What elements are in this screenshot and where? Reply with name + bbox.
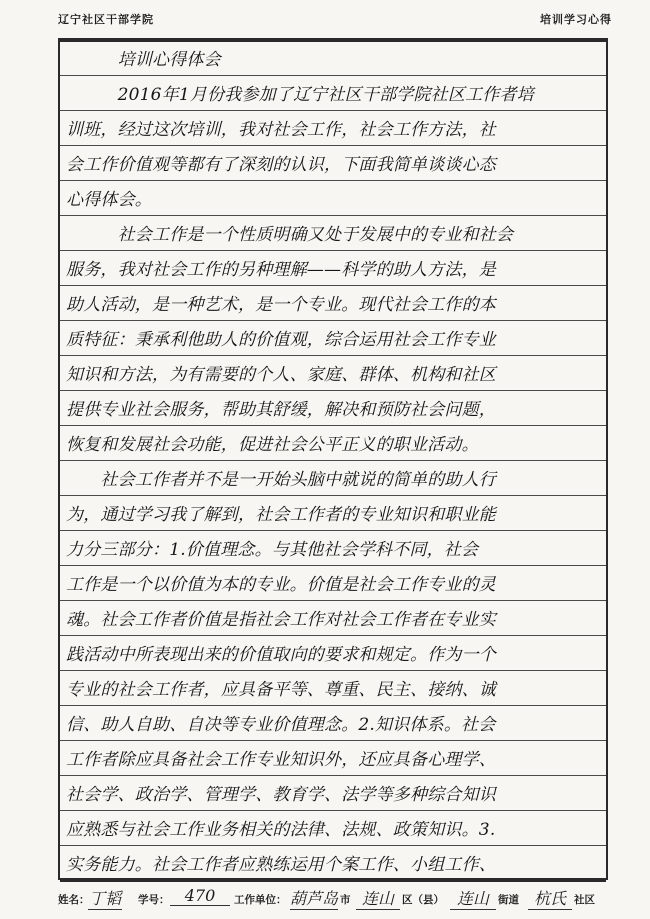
- text-line: 应熟悉与社会工作业务相关的法律、法规、政策知识。3.: [66, 820, 496, 840]
- text-line: 力分三部分：1.价值理念。与其他社会学科不同，社会: [66, 540, 479, 560]
- text-line: 工作者除应具备社会工作专业知识外，还应具备心理学、: [66, 750, 496, 770]
- essay-title: 培训心得体会: [66, 50, 221, 70]
- text-line: 社会工作是一个性质明确又处于发展中的专业和社会: [66, 225, 514, 245]
- ruled-line: [60, 215, 606, 216]
- district-suffix: 区（县）: [402, 894, 444, 906]
- city-suffix: 市: [340, 894, 351, 906]
- ruled-line: [60, 355, 606, 356]
- text-line: 会工作价值观等都有了深刻的认识，下面我简单谈谈心态: [66, 155, 496, 175]
- community-suffix: 社区: [574, 894, 595, 906]
- header-doc-type: 培训学习心得: [540, 13, 612, 26]
- text-line: 实务能力。社会工作者应熟练运用个案工作、小组工作、: [66, 855, 496, 875]
- ruled-line: [60, 390, 606, 391]
- text-line: 服务，我对社会工作的另种理解——科学的助人方法，是: [66, 260, 496, 280]
- id-value: 470: [170, 886, 230, 906]
- street-value: 连山: [450, 886, 496, 910]
- ruled-line: [60, 775, 606, 776]
- ruled-line: [60, 425, 606, 426]
- city-value: 葫芦岛: [290, 886, 338, 910]
- community-value: 杭氏: [528, 886, 572, 910]
- ruled-line: [60, 460, 606, 461]
- ruled-line: [60, 635, 606, 636]
- text-line: 提供专业社会服务，帮助其舒缓，解决和预防社会问题，: [66, 400, 496, 420]
- ruled-line: [60, 75, 606, 76]
- ruled-line: [60, 250, 606, 251]
- id-label: 学号：: [138, 894, 170, 906]
- text-line: 信、助人自助、自决等专业价值理念。2.知识体系。社会: [66, 715, 496, 735]
- street-suffix: 街道: [498, 894, 519, 906]
- ruled-line: [60, 285, 606, 286]
- ruled-line: [60, 530, 606, 531]
- district-value: 连山: [356, 886, 400, 910]
- ruled-line: [60, 565, 606, 566]
- ruled-line: [60, 495, 606, 496]
- ruled-line: [60, 600, 606, 601]
- name-value: 丁韬: [88, 886, 122, 910]
- ruled-line: [60, 110, 606, 111]
- text-line: 社会工作者并不是一开始头脑中就说的简单的助人行: [66, 470, 496, 490]
- text-line: 2016年1月份我参加了辽宁社区干部学院社区工作者培: [66, 85, 534, 105]
- text-line: 社会学、政治学、管理学、教育学、法学等多种综合知识: [66, 785, 496, 805]
- ruled-line: [60, 40, 606, 42]
- text-line: 心得体会。: [66, 190, 152, 210]
- ruled-line: [60, 180, 606, 181]
- ruled-line: [60, 145, 606, 146]
- text-line: 践活动中所表现出来的价值取向的要求和规定。作为一个: [66, 645, 496, 665]
- ruled-line: [60, 845, 606, 846]
- ruled-line: [60, 320, 606, 321]
- ruled-line: [60, 880, 606, 882]
- text-line: 工作是一个以价值为本的专业。价值是社会工作专业的灵: [66, 575, 496, 595]
- header-school-name: 辽宁社区干部学院: [58, 13, 154, 26]
- unit-label: 工作单位：: [234, 894, 287, 906]
- ruled-line: [60, 670, 606, 671]
- text-line: 魂。社会工作者价值是指社会工作对社会工作者在专业实: [66, 610, 496, 630]
- text-line: 专业的社会工作者，应具备平等、尊重、民主、接纳、诚: [66, 680, 496, 700]
- ruled-line: [60, 705, 606, 706]
- text-line: 恢复和发展社会功能，促进社会公平正义的职业活动。: [66, 435, 479, 455]
- text-line: 质特征：秉承利他助人的价值观，综合运用社会工作专业: [66, 330, 496, 350]
- ruled-writing-area: [58, 38, 608, 880]
- text-line: 训班，经过这次培训，我对社会工作，社会工作方法，社: [66, 120, 496, 140]
- text-line: 知识和方法，为有需要的个人、家庭、群体、机构和社区: [66, 365, 496, 385]
- name-label: 姓名：: [58, 894, 90, 906]
- page-footer: [58, 886, 618, 912]
- page-header: [0, 0, 650, 30]
- text-line: 为，通过学习我了解到，社会工作者的专业知识和职业能: [66, 505, 496, 525]
- ruled-line: [60, 810, 606, 811]
- ruled-line: [60, 740, 606, 741]
- text-line: 助人活动，是一种艺术，是一个专业。现代社会工作的本: [66, 295, 496, 315]
